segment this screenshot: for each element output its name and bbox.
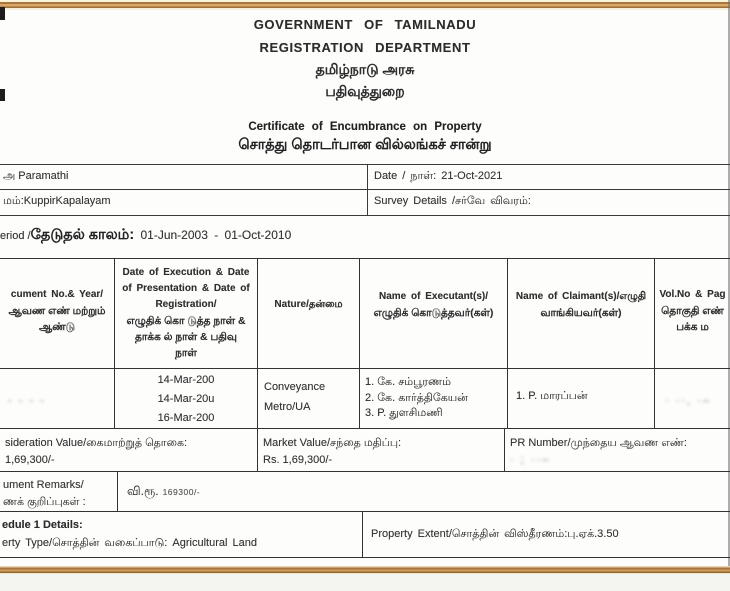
info-row-office-date [0, 165, 730, 190]
property-extent-label: Property Extent/சொத்தின் விஸ்தீரணம்: [371, 527, 568, 540]
encumbrance-table [0, 258, 730, 558]
village-name: மம்:KuppirKapalayam [0, 190, 368, 215]
header-line: எழுதிக் கொ டுத்த நாள் & [126, 315, 246, 327]
header-line: of Presentation & Date of [122, 283, 250, 294]
header-line: ஆண்டு [38, 321, 75, 333]
scan-border-bottom [0, 566, 730, 574]
search-period-line [0, 226, 730, 245]
header-line: Date of Execution & Date [122, 267, 250, 278]
government-title: GOVERNMENT OF TAMILNADU [253, 17, 477, 32]
remarks-label-line: ணக் குறிப்புகள் : [3, 496, 86, 508]
cell-claimants [508, 369, 655, 428]
market-value: Rs. 1,69,300/- [263, 454, 333, 466]
department-title: REGISTRATION DEPARTMENT [259, 40, 471, 55]
scan-margin-bottom [0, 574, 730, 591]
table-value-row [0, 429, 730, 472]
presentation-date: 14-Mar-20u [157, 393, 215, 405]
header-line: Nature/தன்மை [274, 299, 343, 310]
department-title-tamil: பதிவுத்துறை [325, 83, 405, 99]
header-line: Registration/ [155, 299, 217, 310]
table-data-row [0, 369, 730, 429]
survey-details-label: Survey Details /சர்வே விவரம்: [374, 195, 531, 207]
search-period-value: 01-Jun-2003 - 01-Oct-2010 [134, 228, 292, 242]
redacted-vol-page: · ··, ·– [665, 395, 711, 407]
execution-date: 14-Mar-200 [157, 374, 215, 386]
executant-name: 3. P. துளசிமணி [365, 407, 443, 419]
consideration-value: 1,69,300/- [5, 454, 55, 466]
cell-remarks-value [118, 472, 730, 511]
remarks-value-tamil: வி.ரூ. [127, 483, 159, 498]
property-extent-value: பு.ஏக்.3.50 [567, 527, 619, 540]
cell-consideration-value [0, 429, 258, 471]
cell-document-no [0, 369, 115, 428]
header-line: cument No.& Year/ [10, 289, 104, 300]
header-line: Name of Claimant(s)/எழுதி [515, 291, 647, 302]
registration-date: 16-Mar-200 [157, 412, 215, 424]
cell-property-extent [363, 512, 730, 557]
nature-line: Conveyance [264, 381, 326, 393]
header-line: தாக்க ல் நாள் & பதிவு [135, 331, 237, 343]
cell-executants [360, 369, 508, 428]
search-period-prefix: eriod / [0, 230, 31, 242]
header-line: பக்க ம [676, 321, 709, 333]
header-vol-page [655, 259, 730, 368]
pr-number-label: PR Number/முந்தைய ஆவண எண்: [510, 437, 687, 449]
property-type-label: erty Type/சொத்தின் வகைப்பாடு: [2, 537, 168, 549]
property-type-value: Agricultural Land [167, 537, 257, 549]
cell-nature [258, 369, 360, 428]
remarks-label-line: ument Remarks/ [3, 479, 84, 491]
header-claimants [508, 259, 655, 368]
header-line: நாள் [175, 347, 197, 359]
remarks-value-number: 169300/- [162, 486, 201, 497]
consideration-label: sideration Value/கைமாற்றுத் தொகை: [5, 437, 188, 449]
nature-line: Metro/UA [264, 401, 311, 413]
header-document-no [0, 259, 115, 368]
header-line: எழுதிக் கொடுத்தவர்(கள்) [373, 307, 494, 319]
table-remarks-row [0, 472, 730, 512]
redacted-pr-number: · ; ··– [510, 454, 551, 466]
office-info-table [0, 164, 730, 216]
header-executants [360, 259, 508, 368]
schedule-title: edule 1 Details: [2, 519, 83, 531]
info-row-village-survey [0, 190, 730, 215]
table-schedule-row [0, 512, 730, 558]
certificate-title: Certificate of Encumbrance on Property [248, 121, 482, 133]
cell-pr-number [505, 429, 730, 471]
cell-vol-page [655, 369, 730, 428]
header-line: Vol.No & Pag [659, 289, 726, 300]
office-name: அ Paramathi [0, 165, 368, 189]
executant-name: 2. கே. கார்த்திகேயன் [365, 391, 468, 404]
certificate-title-tamil: சொத்து தொடர்பான வில்லங்கச் சான்று [238, 137, 492, 153]
header-dates [115, 259, 258, 368]
executant-name: 1. கே. சம்பூரணம் [365, 376, 451, 388]
redacted-document-no: - - - - [8, 395, 46, 407]
header-line: ஆவண எண் மற்றும் [8, 305, 106, 317]
scan-border-top [0, 0, 730, 10]
search-period-label-tamil: தேடுதல் காலம்: [30, 227, 135, 243]
cell-market-value [258, 429, 505, 471]
header-line: வாங்கியவர்(கள்) [540, 307, 622, 319]
header-line: Name of Executant(s)/ [378, 291, 489, 302]
header-nature [258, 259, 360, 368]
government-title-tamil: தமிழ்நாடு அரசு [315, 61, 415, 77]
market-value-label: Market Value/சந்தை மதிப்பு: [263, 437, 402, 449]
cell-remarks-label [0, 472, 118, 511]
claimant-name: 1. P. மாரப்பன் [516, 390, 588, 402]
header-line: தொகுதி எண் [661, 305, 724, 317]
table-header-row [0, 259, 730, 369]
cell-schedule-details [0, 512, 363, 557]
certificate-date: Date / நாள்: 21-Oct-2021 [374, 170, 503, 182]
cell-dates [115, 369, 258, 428]
